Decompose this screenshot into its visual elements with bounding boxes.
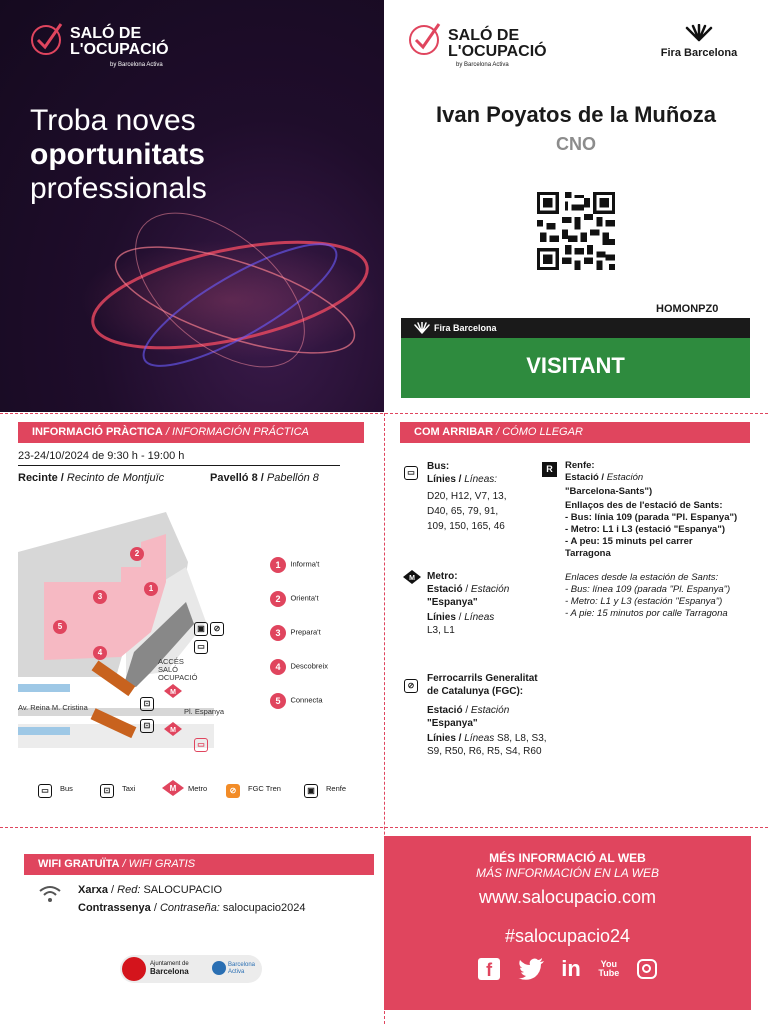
metro-station: "Espanya"	[427, 597, 478, 608]
info-header-sep: /	[162, 426, 172, 438]
zones-list	[270, 555, 370, 725]
fira-bar-label: Fira Barcelona	[434, 323, 497, 333]
transport-header-sep: /	[493, 426, 503, 438]
svg-text:M: M	[170, 727, 176, 734]
renfe-station: "Barcelona-Sants")	[565, 486, 653, 497]
zone-item-2: 2 Orienta't	[270, 589, 370, 623]
wifi-header-es: WIFI GRATIS	[128, 858, 196, 870]
facebook-icon[interactable]: f	[478, 958, 500, 980]
map-zone-3: 3	[93, 586, 107, 604]
map-zone-5: 5	[53, 616, 67, 634]
map-metro-icon	[164, 684, 182, 698]
ajuntament-logo-text: Ajuntament de Barcelona	[150, 961, 189, 976]
info-header-es: INFORMACIÓN PRÁCTICA	[171, 426, 309, 438]
ticket-panel	[384, 0, 768, 412]
fira-flower-icon	[413, 322, 431, 334]
linkedin-icon[interactable]: in	[561, 955, 581, 981]
brand-title-line2: L'OCUPACIÓ	[70, 41, 169, 58]
map-square-label: Pl. Espanya	[184, 707, 225, 716]
twitter-icon[interactable]	[518, 958, 544, 980]
pavilion-sep: /	[257, 472, 267, 484]
youtube-icon[interactable]: You Tube	[598, 958, 620, 978]
map-metro-icon-2	[164, 722, 182, 736]
check-circle-icon	[406, 18, 444, 56]
fgc-icon: ⊘	[226, 784, 240, 798]
barcelona-activa-text: Barcelona Activa	[228, 962, 256, 975]
wifi-icon	[38, 884, 62, 904]
ticket-brand-title-line2: L'OCUPACIÓ	[448, 43, 547, 60]
headline-line3: professionals	[30, 172, 207, 205]
svg-text:M: M	[409, 575, 415, 582]
bus-line-1: D20, H12, V7, 13,	[427, 491, 507, 502]
metro-title: Metro:	[427, 571, 458, 582]
transport-header	[400, 422, 750, 443]
map-bus-icon-2: ▭	[194, 734, 208, 752]
metro-lines: L3, L1	[427, 625, 455, 636]
promo-panel	[0, 0, 384, 412]
map-fgc-icon: ⊘	[210, 618, 224, 636]
brand-partner: Barcelona Activa	[118, 62, 163, 68]
zone-item-1: 1 Informa't	[270, 555, 370, 589]
wifi-header-ca: WIFI GRATUÏTA	[38, 858, 120, 870]
renfe-section: Renfe: Estació / Estación "Barcelona-Sants") Enllaços des de l'estació de Sants: - Bus: línia 109 (parada "Pl. Espanya") - Metro: L1 i L3 (estació "Espanya") - A peu: 15 minuts pel carrer Tarragona Enlaces desde la estación de Sants: - Bus: línea 109 (parada "Pl. Espanya") - Metro: L1 y L3 (estación "Espanya") - A pie: 15 minutos por calle Tarragona	[565, 460, 755, 620]
ticket-brand-title-line1: SALÓ DE	[448, 27, 520, 44]
map-taxi-icon-2: ⊡	[140, 715, 154, 733]
fira-flower-icon	[684, 24, 714, 42]
zone-item-5: 5 Connecta	[270, 691, 370, 725]
web-url[interactable]: www.salocupacio.com	[478, 887, 657, 907]
barcelona-activa-icon	[212, 961, 226, 975]
map-bus-icon: ▭	[194, 636, 208, 654]
qr-code	[536, 192, 616, 270]
legend-metro: M Metro	[162, 780, 184, 801]
ticket-partner: Barcelona Activa	[464, 62, 509, 68]
legend-taxi: ⊡ Taxi	[100, 780, 114, 798]
ticket-code: HOMONPZ0	[656, 303, 719, 315]
map-access-label: ACCÉS SALÓ OCUPACIÓ	[158, 657, 198, 682]
promo-headline	[30, 104, 360, 206]
fgc-icon: ⊘	[404, 675, 418, 693]
ticket-partner-by: by	[456, 62, 463, 68]
renfe-icon: ▣	[304, 784, 318, 798]
attendee-role: CNO	[556, 134, 596, 154]
web-title-es: MÁS INFORMACIÓN EN LA WEB	[476, 866, 659, 880]
info-header	[18, 422, 364, 443]
attendee-name: Ivan Poyatos de la Muñoza	[436, 102, 716, 127]
taxi-icon: ⊡	[100, 784, 114, 798]
fgc-station: "Espanya"	[427, 718, 478, 729]
web-panel	[384, 836, 751, 1010]
venue	[18, 472, 164, 484]
ajuntament-seal-icon	[122, 957, 146, 981]
zone-item-4: 4 Descobreix	[270, 657, 370, 691]
wifi-header	[24, 854, 374, 875]
wifi-network: Xarxa / Red: SALOCUPACIO	[78, 884, 223, 896]
web-title-ca: MÉS INFORMACIÓ AL WEB	[489, 851, 646, 865]
metro-icon	[162, 780, 184, 796]
svg-text:M: M	[169, 784, 177, 793]
fgc-section: Ferrocarrils Generalitat de Catalunya (FGC): Estació / Estación "Espanya" Línies / Líneas S8, L8, S3, S9, R50, R6, R5, S4, R60	[427, 672, 567, 758]
zone-item-3: 3 Prepara't	[270, 623, 370, 657]
venue-sep: /	[57, 472, 67, 484]
bus-title: Bus:	[427, 461, 450, 472]
check-circle-icon	[28, 20, 66, 58]
pavilion	[210, 472, 319, 484]
map-zone-2: 2	[130, 543, 144, 561]
renfe-title: Renfe:	[565, 460, 595, 471]
bus-line-2: D40, 65, 79, 91,	[427, 506, 499, 517]
transport-header-ca: COM ARRIBAR	[414, 426, 494, 438]
fgc-lines: S9, R50, R6, R5, S4, R60	[427, 746, 542, 757]
headline-line2: oportunitats	[30, 138, 205, 171]
pavilion-ca: Pavelló 8	[210, 472, 258, 484]
renfe-icon: R	[542, 462, 557, 477]
map-taxi-icon: ⊡	[140, 693, 154, 711]
bus-section: Bus: Línies / Líneas: D20, H12, V7, 13, D40, 65, 79, 91, 109, 150, 165, 46	[427, 460, 537, 534]
metro-section: Metro: Estació / Estación "Espanya" Línies / Líneas L3, L1	[427, 570, 547, 637]
brand-partner-by: by	[110, 62, 117, 68]
wifi-header-sep: /	[119, 858, 129, 870]
info-divider	[18, 465, 340, 466]
sponsor-logos	[120, 955, 262, 983]
bus-icon: ▭	[404, 462, 418, 480]
map-renfe-icon: ▣	[194, 618, 208, 636]
venue-ca: Recinte	[18, 472, 58, 484]
map-zone-4: 4	[93, 642, 107, 660]
bus-line-3: 109, 150, 165, 46	[427, 521, 505, 532]
web-hashtag: #salocupacio24	[504, 926, 631, 946]
metro-icon	[403, 570, 421, 584]
instagram-icon[interactable]	[637, 959, 657, 979]
legend-renfe: ▣ Renfe	[304, 780, 318, 798]
event-dates: 23-24/10/2024 de 9:30 h - 19:00 h	[18, 450, 185, 462]
promo-background-art	[0, 0, 384, 412]
pavilion-es: Pabellón 8	[266, 472, 319, 484]
map-zone-1: 1	[144, 578, 158, 596]
visitor-badge: VISITANT	[401, 338, 750, 398]
venue-es: Recinto de Montjuïc	[66, 472, 165, 484]
headline-line1: Troba noves	[30, 104, 196, 137]
bus-icon: ▭	[38, 784, 52, 798]
wifi-password: Contrassenya / Contraseña: salocupacio2024	[78, 902, 306, 914]
fira-logo-text: Fira Barcelona	[660, 47, 738, 59]
fira-logo	[654, 24, 744, 59]
svg-text:M: M	[170, 689, 176, 696]
info-header-ca: INFORMACIÓ PRÀCTICA	[32, 426, 163, 438]
map-street-label: Av. Reina M. Cristina	[18, 703, 88, 712]
social-icons	[384, 957, 751, 983]
map-legend	[38, 780, 368, 798]
fira-bar	[401, 318, 750, 338]
legend-fgc: ⊘ FGC Tren	[226, 780, 240, 798]
transport-header-es: CÓMO LLEGAR	[502, 426, 583, 438]
legend-bus: ▭ Bus	[38, 780, 52, 798]
brand-title-line1: SALÓ DE	[70, 25, 142, 42]
